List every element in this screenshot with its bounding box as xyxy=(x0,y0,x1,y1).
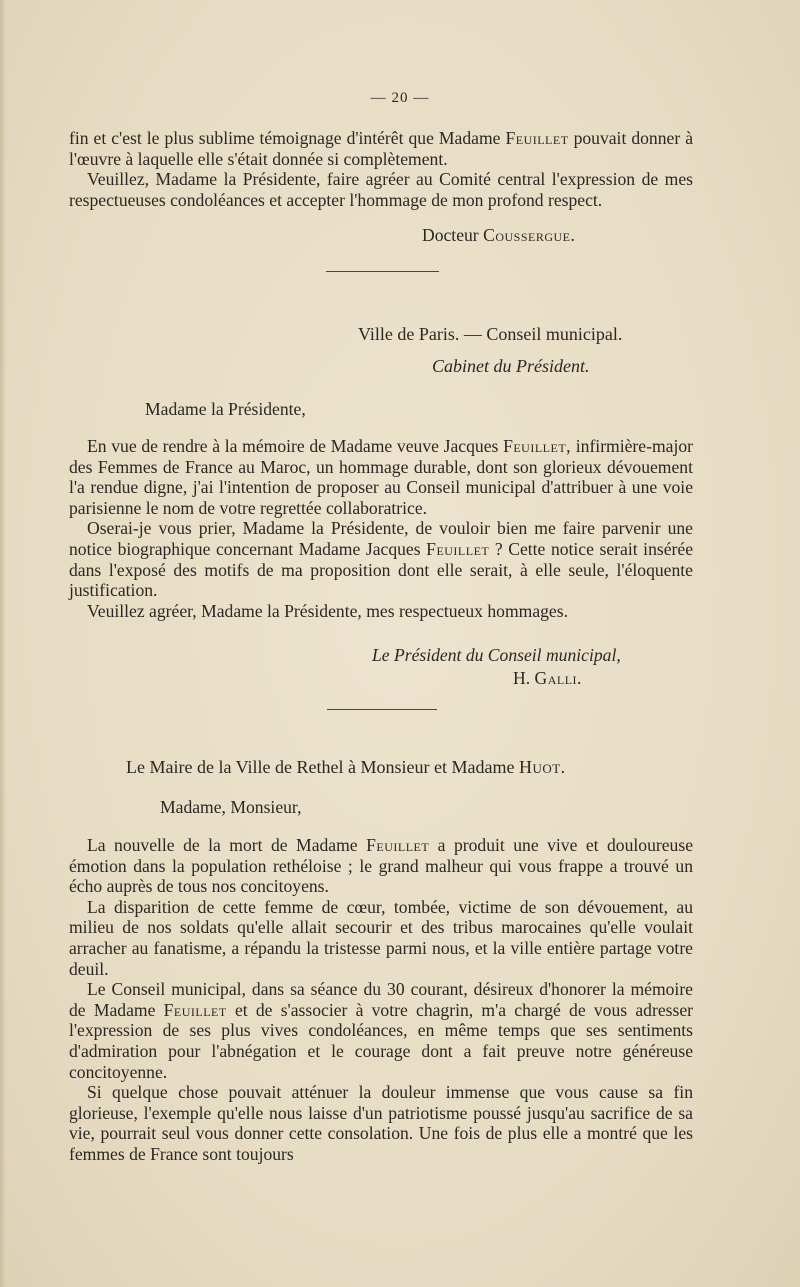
salutation: Madame, Monsieur, xyxy=(160,797,302,817)
page-edge-shadow xyxy=(0,0,6,1287)
person-name: Huot. xyxy=(518,757,566,777)
paragraph: Si quelque chose pouvait atténuer la douleur immense que vous cause sa fin glorieuse, l'exemple qu'elle nous laisse d'un patriotisme poussé jusqu'au sacrifice de sa vie, pourrait seul vous donner cette consolation. Une fois de plus elle a montré que les femmes de France sont toujours xyxy=(69,1082,693,1164)
paragraph: Veuillez, Madame la Présidente, faire agréer au Comité central l'expression de mes respectueuses condoléances et accepter l'hommage de mon profond respect. xyxy=(69,169,693,210)
person-name: Coussergue. xyxy=(483,225,576,245)
signature-galli: H. Galli. xyxy=(513,668,582,688)
letter-heading: Le Maire de la Ville de Rethel à Monsieur et Madame Huot. xyxy=(126,757,566,777)
page-number: — 20 — xyxy=(370,90,430,106)
paragraph: Le Conseil municipal, dans sa séance du 30 courant, désireux d'honorer la mémoire de Madame Feuillet et de s'associer à votre chagrin, m'a chargé de vous adresser l'expression de ses plus vives condoléances, en même temps que ses sentiments d'admiration pour l'abnégation et le courage dont a fait preuve notre généreuse concitoyenne. xyxy=(69,979,693,1082)
paragraph: En vue de rendre à la mémoire de Madame veuve Jacques Feuillet, infirmière-major des Femmes de France au Maroc, un hommage durable, dont son glorieux dévouement l'a rendue digne, j'ai l'intention de proposer au Conseil municipal d'attribuer à une voie parisienne le nom de votre regrettée collaboratrice. xyxy=(69,436,693,518)
person-name: Feuillet xyxy=(366,835,430,855)
letter-heading: Ville de Paris. — Conseil municipal. xyxy=(358,324,623,344)
letter-rethel-body xyxy=(69,835,693,1165)
section-divider xyxy=(326,271,439,272)
paragraph: La disparition de cette femme de cœur, tombée, victime de son dévouement, au milieu de nos soldats qu'elle allait secourir et des tribus marocaines qu'elle voulait arracher au fanatisme, a répandu la tristesse parmi nous, et la ville entière partage votre deuil. xyxy=(69,896,693,979)
salutation: Madame la Présidente, xyxy=(145,399,306,419)
person-name: Feuillet xyxy=(163,999,227,1020)
letter-coussergue-body xyxy=(69,128,693,210)
letter-subheading: Cabinet du Président. xyxy=(432,356,590,376)
signature-title: Le Président du Conseil municipal, xyxy=(372,645,621,665)
paragraph: Veuillez agréer, Madame la Présidente, mes respectueux hommages. xyxy=(87,600,568,621)
paragraph: La nouvelle de la mort de Madame Feuillet a produit une vive et douloureuse émotion dans la population rethéloise ; le grand malheur qui vous frappe a trouvé un écho auprès de tous nos concitoyens. xyxy=(69,835,694,897)
person-name: Galli. xyxy=(534,668,582,688)
paragraph: fin et c'est le plus sublime témoignage d'intérêt que Madame Feuillet pouvait donner à l'œuvre à laquelle elle s'était donnée si complètement. xyxy=(69,128,694,169)
signature-coussergue: Docteur Coussergue. xyxy=(422,225,576,245)
person-name: Feuillet xyxy=(426,538,490,559)
person-name: Feuillet, xyxy=(503,436,572,456)
letter-paris-body xyxy=(69,436,693,621)
person-name: Feuillet xyxy=(505,128,569,148)
section-divider xyxy=(327,709,437,710)
paragraph: Oserai-je vous prier, Madame la Présidente, de vouloir bien me faire parvenir une notice biographique concernant Madame Jacques Feuillet ? Cette notice serait insérée dans l'exposé des motifs de ma proposition dont elle serait, à elle seule, l'éloquente justification. xyxy=(69,518,693,601)
